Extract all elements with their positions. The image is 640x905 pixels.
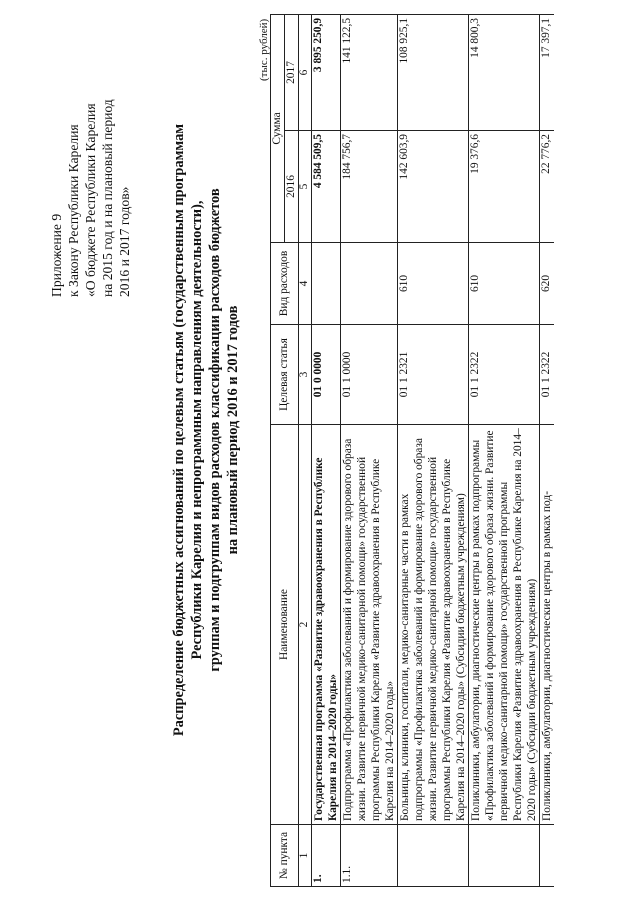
row-name: Подпрограмма «Профилактика заболеваний и формирование здорового образа жизни. Развитие первичной медико-санитарной помощи» государственной программы Республики Карелия «Развитие здравоохранения в Республике Карелия на 2014–2020 годы» bbox=[341, 425, 398, 825]
row-2016: 19 376,6 bbox=[469, 131, 540, 243]
row-kind: 620 bbox=[540, 243, 555, 325]
header-kind: Вид расходов bbox=[271, 243, 299, 325]
row-kind bbox=[312, 243, 341, 325]
row-2016: 184 756,7 bbox=[341, 131, 398, 243]
row-num bbox=[540, 825, 555, 887]
row-2017: 17 397,1 bbox=[540, 14, 555, 130]
row-target: 01 1 2322 bbox=[540, 325, 555, 425]
appendix-line: Приложение 9 bbox=[49, 213, 64, 297]
appendix-line: на 2015 год и на плановый период bbox=[100, 99, 115, 297]
header-sum: Сумма bbox=[271, 14, 285, 242]
header-row bbox=[271, 14, 285, 886]
table-row bbox=[341, 14, 398, 886]
row-2017: 141 122,5 bbox=[341, 14, 398, 130]
row-2017: 3 895 250,9 bbox=[312, 14, 341, 130]
row-name: Поликлиники, амбулатории, диагностические центры в рамках под- bbox=[540, 425, 555, 825]
table-row bbox=[469, 14, 540, 886]
header-num: № пункта bbox=[271, 825, 299, 887]
row-2016: 22 776,2 bbox=[540, 131, 555, 243]
row-name: Государственная программа «Развитие здравоохранения в Республике Карелия на 2014–2020 годы» bbox=[312, 425, 341, 825]
column-number: 6 bbox=[299, 14, 312, 130]
row-kind: 610 bbox=[398, 243, 469, 325]
appendix-line: 2016 и 2017 годов» bbox=[117, 186, 132, 297]
row-target: 01 0 0000 bbox=[312, 325, 341, 425]
column-number: 1 bbox=[299, 825, 312, 887]
header-name: Наименование bbox=[271, 425, 299, 825]
title-line: группам и подгруппам видов расходов классификации расходов бюджетов bbox=[207, 188, 223, 672]
row-2016: 142 603,9 bbox=[398, 131, 469, 243]
row-target: 01 1 2322 bbox=[469, 325, 540, 425]
row-num: 1.1. bbox=[341, 825, 398, 887]
column-number: 4 bbox=[299, 243, 312, 325]
header-target: Целевая статья bbox=[271, 325, 299, 425]
row-name: Поликлиники, амбулатории, диагностические центры в рамках подпрограммы «Профилактика заболеваний и формирование здорового образа жизни. Развитие первичной медико-санитарной помощи» государственной программы Республики Карелия «Развитие здравоохранения в Республике Карелия на 2014–2020 годы» (Субсидии бюджетным учреждениям) bbox=[469, 425, 540, 825]
row-name: Больницы, клиники, госпитали, медико-санитарные части в рамках подпрограммы «Профилактика заболеваний и формирование здорового образа жизни. Развитие первичной медико-санитарной помощи» государственной программы Республики Карелия «Развитие здравоохранения в Республике Карелия на 2014–2020 годы» (Субсидии бюджетным учреждениям) bbox=[398, 425, 469, 825]
appendix-line: «О бюджете Республики Карелия bbox=[83, 103, 98, 297]
row-2017: 108 925,1 bbox=[398, 14, 469, 130]
row-2017: 14 800,3 bbox=[469, 14, 540, 130]
table-row bbox=[312, 14, 341, 886]
document-title bbox=[170, 45, 242, 815]
table-row bbox=[398, 14, 469, 886]
title-line: Распределение бюджетных ассигнований по целевым статьям (государственным программам bbox=[171, 123, 187, 737]
appendix-line: к Закону Республики Карелия bbox=[66, 124, 81, 297]
units-label: (тыс. рублей) bbox=[258, 18, 270, 81]
row-num: 1. bbox=[312, 825, 341, 887]
column-number: 5 bbox=[299, 131, 312, 243]
table-row bbox=[540, 14, 555, 886]
row-num bbox=[469, 825, 540, 887]
header-2017: 2017 bbox=[285, 14, 299, 130]
row-target: 01 1 2321 bbox=[398, 325, 469, 425]
column-number: 2 bbox=[299, 425, 312, 825]
title-line: на плановый период 2016 и 2017 годов bbox=[225, 305, 241, 555]
title-line: Республики Карелия и непрограммным направлениям деятельности), bbox=[189, 200, 205, 660]
row-kind bbox=[341, 243, 398, 325]
column-numbers-row bbox=[299, 14, 312, 886]
row-kind: 610 bbox=[469, 243, 540, 325]
row-target: 01 1 0000 bbox=[341, 325, 398, 425]
column-number: 3 bbox=[299, 325, 312, 425]
header-2016: 2016 bbox=[285, 131, 299, 243]
row-num bbox=[398, 825, 469, 887]
budget-table bbox=[270, 14, 554, 887]
row-2016: 4 584 509,5 bbox=[312, 131, 341, 243]
appendix-heading bbox=[48, 0, 133, 297]
